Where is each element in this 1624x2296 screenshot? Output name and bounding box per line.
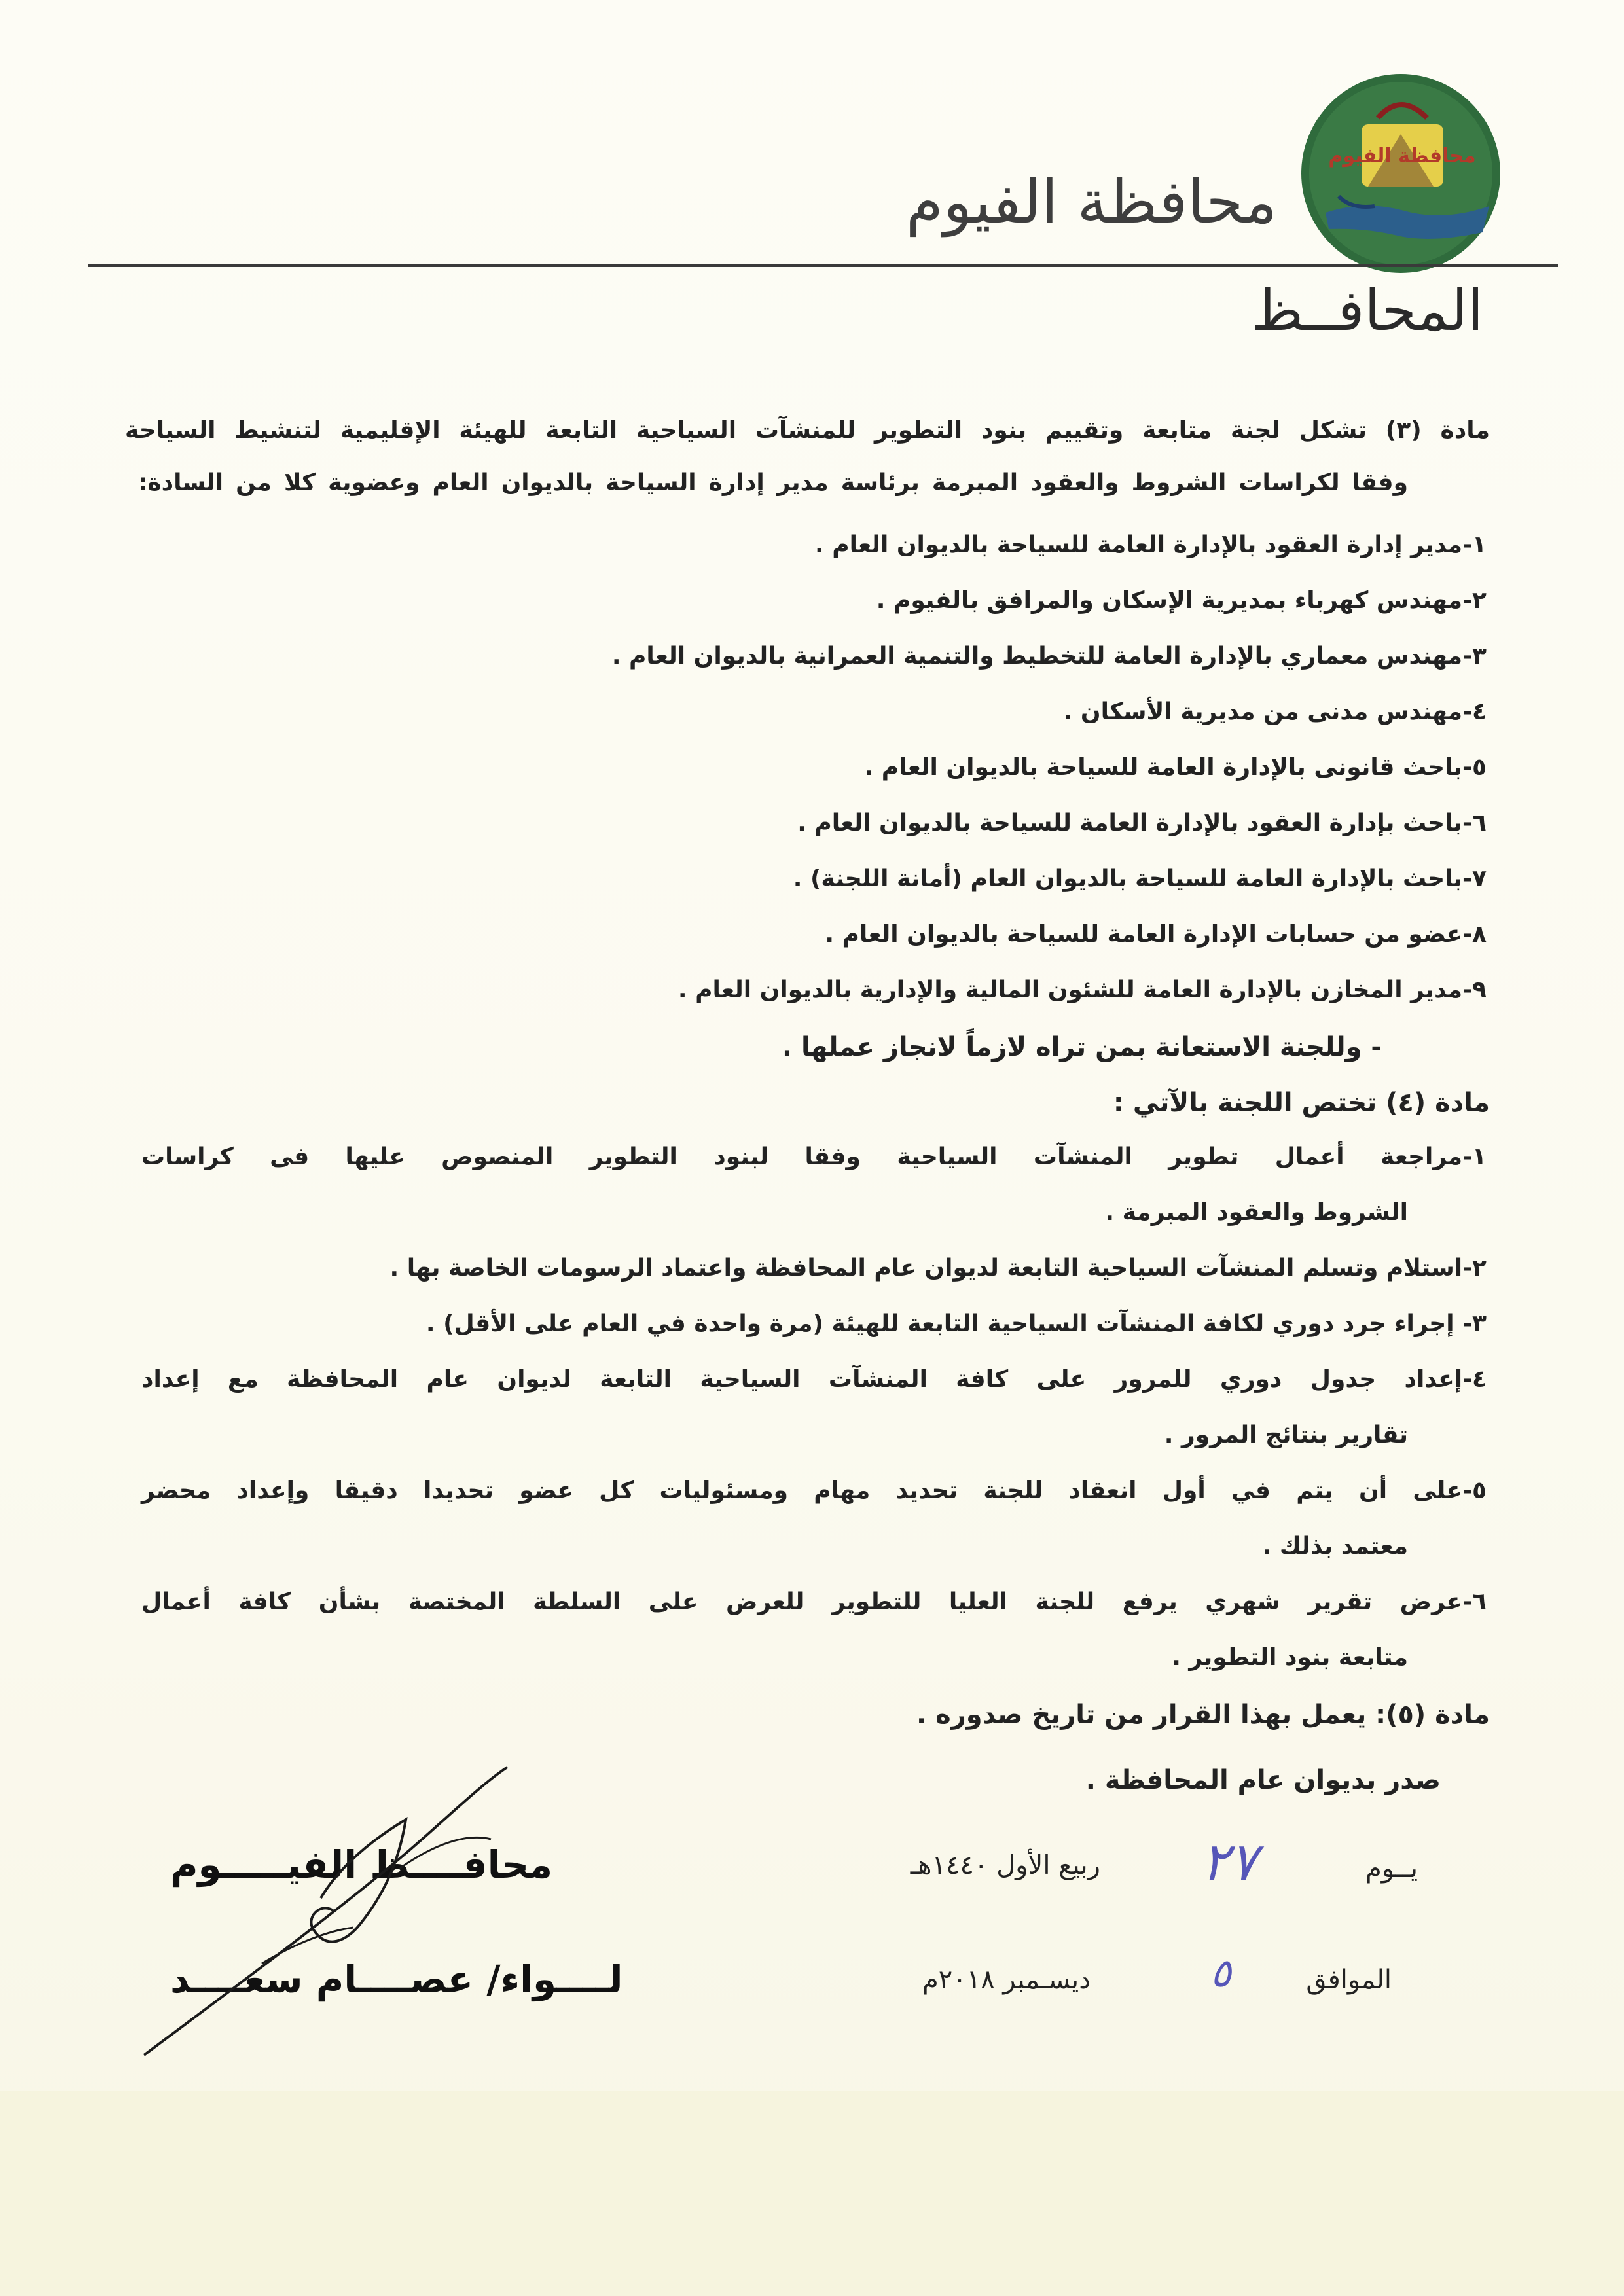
logo-caption: محافظة الفيوم — [1328, 145, 1476, 168]
governor-name: لــــواء/ عصــــام سعــــد — [170, 1957, 623, 2001]
article4-line: ٦-عرض تقرير شهري يرفع للجنة العليا للتطوير للعرض على السلطة المختصة بشأن كافة أعمال — [141, 1588, 1487, 1615]
governorate-logo — [1299, 72, 1502, 275]
agree-label: الموافق — [1306, 1965, 1392, 1995]
article4-line: ٥-على أن يتم في أول انعقاد للجنة تحديد مهام ومسئوليات كل عضو تحديدا دقيقا وإعداد محضر — [141, 1477, 1487, 1504]
article4-heading: مادة (٤) تختص اللجنة بالآتي : — [1113, 1088, 1490, 1118]
footer-band — [0, 2091, 1624, 2296]
hijri-date: ربيع الأول ١٤٤٠هـ — [910, 1850, 1100, 1880]
member-item: ٤-مهندس مدنى من مديرية الأسكان . — [1063, 698, 1487, 725]
organization-name: محافظة الفيوم — [905, 167, 1277, 237]
member-item: ٨-عضو من حسابات الإدارة العامة للسياحة بالديوان العام . — [825, 921, 1487, 948]
article4-line: معتمد بذلك . — [1262, 1533, 1408, 1560]
gregorian-date: ديسـمبر ٢٠١٨م — [922, 1965, 1091, 1995]
member-item: ٧-باحث بالإدارة العامة للسياحة بالديوان العام (أمانة اللجنة) . — [793, 865, 1487, 892]
committee-note: - وللجنة الاستعانة بمن تراه لازماً لانجاز عملها . — [782, 1032, 1382, 1062]
header-divider — [88, 264, 1558, 267]
day-value-handwritten: ٢٧ — [1201, 1831, 1257, 1892]
day-label: يــوم — [1365, 1854, 1418, 1884]
member-item: ٢-مهندس كهرباء بمديرية الإسكان والمرافق بالفيوم . — [876, 587, 1487, 614]
handwritten-signature — [124, 1761, 556, 2068]
office-title: المحافــظ — [1251, 278, 1483, 344]
article4-line: ٣- إجراء جرد دوري لكافة المنشآت السياحية التابعة للهيئة (مرة واحدة في العام على الأقل) . — [425, 1310, 1487, 1337]
article4-line: الشروط والعقود المبرمة . — [1105, 1199, 1408, 1226]
article5-text: مادة (٥): يعمل بهذا القرار من تاريخ صدوره . — [916, 1700, 1490, 1730]
issued-statement: صدر بديوان عام المحافظة . — [1085, 1765, 1441, 1795]
article4-line: ٢-استلام وتسلم المنشآت السياحية التابعة لديوان عام المحافظة واعتماد الرسومات الخاصة بها . — [389, 1255, 1487, 1282]
member-item: ٦-باحث بإدارة العقود بالإدارة العامة للسياحة بالديوان العام . — [797, 810, 1487, 836]
governor-title: محافــــظ الفيـــــوم — [170, 1842, 553, 1887]
article4-line: ١-مراجعة أعمال تطوير المنشآت السياحية وفقا لبنود التطوير المنصوص عليها فى كراسات — [141, 1143, 1487, 1170]
member-item: ٩-مدير المخازن بالإدارة العامة للشئون المالية والإدارية بالديوان العام . — [677, 977, 1487, 1003]
article4-line: ٤-إعداد جدول دوري للمرور على كافة المنشآت السياحية التابعة لديوان عام المحافظة مع إعداد — [141, 1366, 1487, 1393]
article4-line: متابعة بنود التطوير . — [1172, 1644, 1408, 1671]
member-item: ١-مدير إدارة العقود بالإدارة العامة للسياحة بالديوان العام . — [815, 531, 1487, 558]
member-item: ٥-باحث قانونى بالإدارة العامة للسياحة بالديوان العام . — [864, 754, 1487, 781]
article3-second-line: وفقا لكراسات الشروط والعقود المبرمة برئاسة مدير إدارة السياحة بالديوان العام وعضوية كلا من السادة: — [138, 469, 1408, 496]
agree-value-handwritten: ٥ — [1210, 1950, 1231, 1996]
member-item: ٣-مهندس معماري بالإدارة العامة للتخطيط والتنمية العمرانية بالديوان العام . — [611, 643, 1487, 670]
article4-line: تقارير بنتائج المرور . — [1164, 1422, 1408, 1448]
article3-heading: مادة (٣) تشكل لجنة متابعة وتقييم بنود التطوير للمنشآت السياحية التابعة للهيئة الإقليمية لتنشيط السياحة — [125, 417, 1490, 444]
